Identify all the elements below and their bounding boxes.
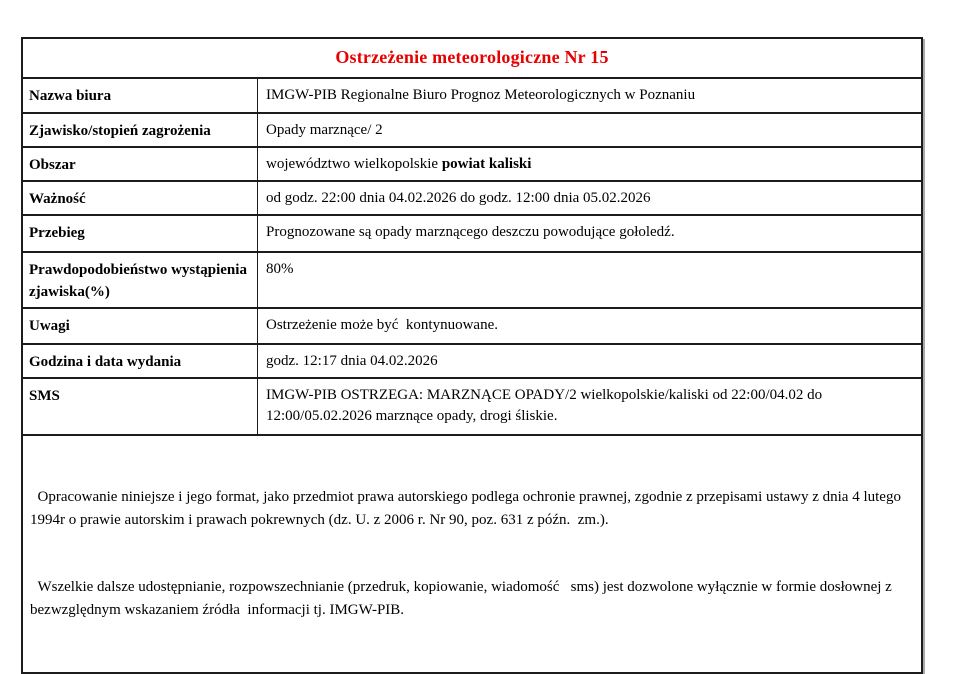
row-value: IMGW-PIB OSTRZEGA: MARZNĄCE OPADY/2 wielkopolskie/kaliski od 22:00/04.02 do 12:00/05.02.2026 marznące opady, drogi śliskie. <box>266 387 826 424</box>
row-label: Ważność <box>23 182 258 214</box>
row-value: IMGW-PIB Regionalne Biuro Prognoz Meteorologicznych w Poznaniu <box>266 87 696 103</box>
row-label: Nazwa biura <box>23 79 258 112</box>
row-label: Godzina i data wydania <box>23 345 258 377</box>
copyright-paragraph-2: Wszelkie dalsze udostępnianie, rozpowszechnianie (przedruk, kopiowanie, wiadomość sms) jest dozwolone wyłącznie w formie dosłownej z bezwzględnym wskazaniem źródła informacji tj. IMGW-PIB. <box>30 579 896 618</box>
row-label: Obszar <box>23 148 258 180</box>
row-godzina-wydania <box>23 343 921 377</box>
row-value: od godz. 22:00 dnia 04.02.2026 do godz. 12:00 dnia 05.02.2026 <box>266 190 651 206</box>
row-label: SMS <box>23 379 258 434</box>
row-value-prefix: województwo wielkopolskie <box>266 156 442 172</box>
row-label: Przebieg <box>23 216 258 251</box>
row-label: Zjawisko/stopień zagrożenia <box>23 114 258 146</box>
row-nazwa-biura <box>23 77 921 112</box>
row-obszar <box>23 146 921 180</box>
row-value: Prognozowane są opady marznącego deszczu powodujące gołoledź. <box>266 224 675 240</box>
row-waznosc <box>23 180 921 214</box>
copyright-paragraph-1: Opracowanie niniejsze i jego format, jako przedmiot prawa autorskiego podlega ochronie prawnej, zgodnie z przepisami ustawy z dnia 4 lutego 1994r o prawie autorskim i prawach pokrewnych (dz. U. z 2006 r. Nr 90, poz. 631 z późn. zm.). <box>30 489 905 528</box>
row-value: 80% <box>266 261 294 277</box>
row-value: Opady marznące/ 2 <box>266 122 383 138</box>
row-label: Prawdopodobieństwo wystąpienia zjawiska(%) <box>23 253 258 307</box>
copyright-note <box>23 434 921 672</box>
warning-document <box>21 37 923 674</box>
row-value <box>258 148 921 180</box>
warning-title: Ostrzeżenie meteorologiczne Nr 15 <box>335 47 609 67</box>
row-zjawisko <box>23 112 921 146</box>
row-label: Uwagi <box>23 309 258 343</box>
row-value: godz. 12:17 dnia 04.02.2026 <box>266 353 438 369</box>
row-uwagi <box>23 307 921 343</box>
row-value-bold: powiat kaliski <box>441 156 532 172</box>
row-value: Ostrzeżenie może być kontynuowane. <box>266 317 498 333</box>
row-przebieg <box>23 214 921 251</box>
row-sms <box>23 377 921 434</box>
row-prawdopodobienstwo <box>23 251 921 307</box>
